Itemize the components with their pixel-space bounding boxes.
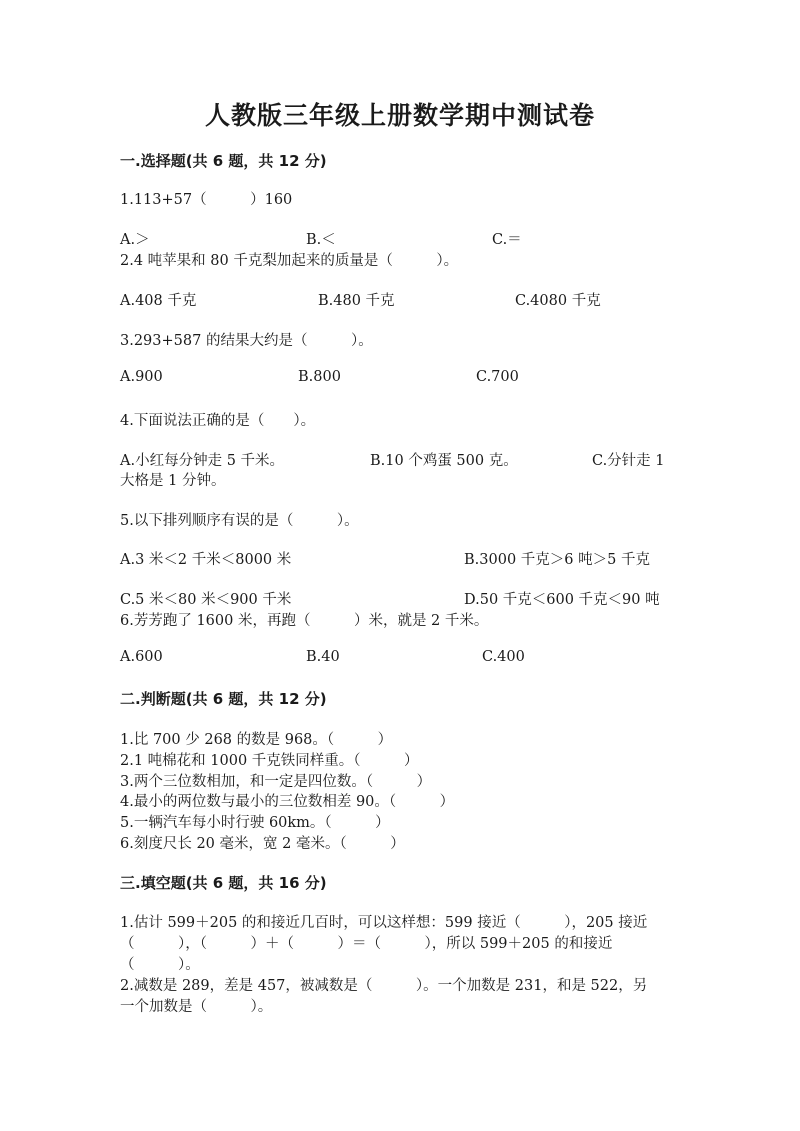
option-c: C.700: [476, 369, 519, 385]
question-stem: 1.113+57（ ）160: [120, 192, 293, 208]
option-c: C.4080 千克: [515, 293, 601, 309]
option-b: B.40: [306, 649, 340, 665]
judge-item: 2.1 吨棉花和 1000 千克铁同样重。（ ）: [120, 753, 419, 769]
option-continuation: 大格是 1 分钟。: [120, 473, 226, 489]
option-c: C.5 米＜80 米＜900 千米: [120, 592, 292, 608]
option-a: A.900: [120, 369, 163, 385]
question-stem: 5.以下排列顺序有误的是（ ）。: [120, 513, 359, 529]
option-a: A.3 米＜2 千米＜8000 米: [120, 552, 292, 568]
fill-line: （ ），（ ）＋（ ）＝（ ），所以 599＋205 的和接近: [120, 936, 613, 952]
fill-line: 1.估计 599＋205 的和接近几百时，可以这样想：599 接近（ ），205 接近: [120, 915, 648, 931]
option-b: B.800: [298, 369, 341, 385]
judge-item: 1.比 700 少 268 的数是 968。（ ）: [120, 732, 393, 748]
judge-item: 6.刻度尺长 20 毫米，宽 2 毫米。（ ）: [120, 836, 405, 852]
fill-line: 一个加数是（ ）。: [120, 999, 273, 1015]
fill-line: （ ）。: [120, 957, 200, 973]
section-heading-choice: 一.选择题(共 6 题，共 12 分): [120, 152, 327, 170]
option-a: A.600: [120, 649, 163, 665]
page-title: 人教版三年级上册数学期中测试卷: [204, 101, 595, 130]
option-b: B.10 个鸡蛋 500 克。: [370, 453, 518, 469]
question-stem: 6.芳芳跑了 1600 米，再跑（ ）米，就是 2 千米。: [120, 613, 489, 629]
question-stem: 4.下面说法正确的是（ ）。: [120, 413, 316, 429]
question-stem: 3.293+587 的结果大约是（ ）。: [120, 333, 373, 349]
option-c: C.分针走 1: [592, 453, 665, 469]
option-c: C.＝: [492, 232, 522, 248]
option-b: B.480 千克: [318, 293, 395, 309]
option-a: A.小红每分钟走 5 千米。: [120, 453, 285, 469]
judge-item: 3.两个三位数相加，和一定是四位数。（ ）: [120, 774, 432, 790]
option-b: B.＜: [306, 232, 336, 248]
option-a: A.408 千克: [120, 293, 197, 309]
option-a: A.＞: [120, 232, 150, 248]
fill-line: 2.减数是 289，差是 457，被减数是（ ）。一个加数是 231，和是 522，另: [120, 978, 648, 994]
judge-item: 5.一辆汽车每小时行驶 60km。（ ）: [120, 815, 390, 831]
judge-item: 4.最小的两位数与最小的三位数相差 90。（ ）: [120, 794, 455, 810]
section-heading-fill: 三.填空题(共 6 题，共 16 分): [120, 874, 327, 892]
option-c: C.400: [482, 649, 525, 665]
section-heading-judge: 二.判断题(共 6 题，共 12 分): [120, 690, 327, 708]
option-b: B.3000 千克＞6 吨＞5 千克: [464, 552, 650, 568]
option-d: D.50 千克＜600 千克＜90 吨: [464, 592, 660, 608]
question-stem: 2.4 吨苹果和 80 千克梨加起来的质量是（ ）。: [120, 253, 459, 269]
